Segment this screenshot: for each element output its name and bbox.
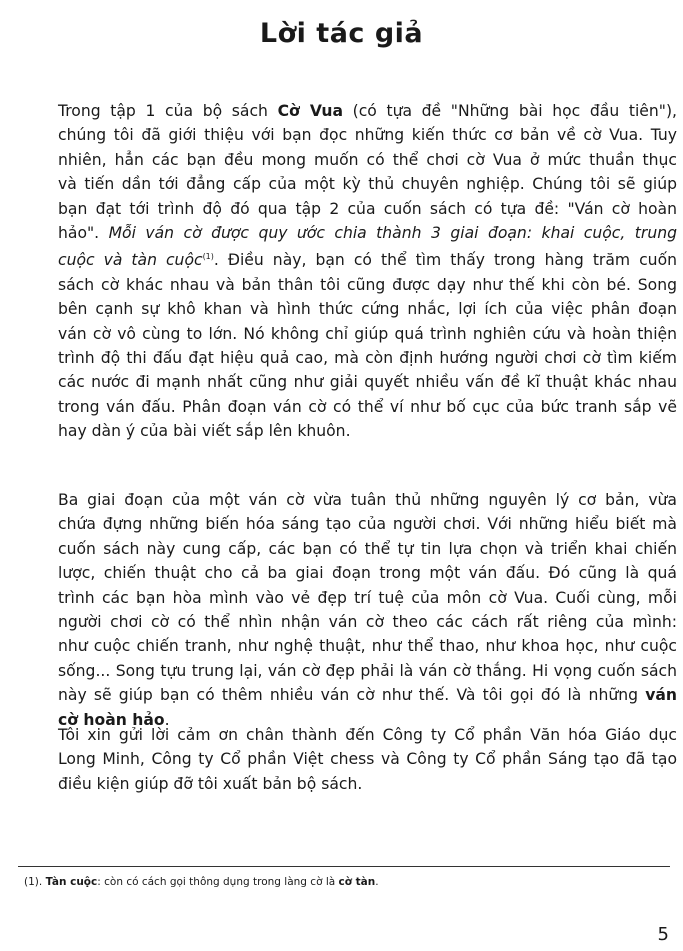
text-line: cuốn sách này cung cấp, các bạn có thể tự tin lựa chọn và triển khai chiến [58, 539, 677, 558]
text-line: ván cờ vô cùng to lớn. Nó không chỉ giúp quá trình nghiên cứu và hoàn thiện [58, 324, 677, 343]
paragraph-3 [58, 723, 677, 796]
text-line: bạn đạt tới trình độ đó qua tập 2 của cuốn sách có tựa đề: "Ván cờ hoàn [58, 199, 677, 218]
paragraph-1 [58, 99, 677, 444]
text-line: Long Minh, Công ty Cổ phần Việt chess và Công ty Cổ phần Sáng tạo đã tạo [58, 750, 677, 769]
footnote-divider [18, 866, 670, 867]
text-line: Trong tập 1 của bộ sách Cờ Vua (có tựa đề "Những bài học đầu tiên"), [58, 102, 677, 120]
text-line: các nước đi mạnh nhất cũng như giải quyết nhiều vấn đề kĩ thuật khác nhau [58, 373, 677, 392]
text-line: sống... Song tựu trung lại, ván cờ đẹp phải là ván cờ thắng. Hi vọng cuốn sách [58, 661, 677, 680]
text-line: hay dàn ý của bài viết sắp lên khuôn. [58, 422, 351, 441]
text-line: trình các bạn hòa mình vào vẻ đẹp trí tuệ của môn cờ Vua. Cuối cùng, mỗi [58, 588, 677, 607]
text-line: trong ván đấu. Phân đoạn ván cờ có thể ví như bố cục của bức tranh sắp vẽ [58, 397, 677, 416]
footnote-ref: (1) [202, 252, 214, 262]
text-line: người chơi cờ có thể nhìn nhận ván cờ theo các cách rất riêng của mình: [58, 613, 677, 632]
text-line: lược, chiến thuật cho cả ba giai đoạn trong một ván đấu. Đó cũng là quá [58, 564, 677, 583]
text-line: Ba giai đoạn của một ván cờ vừa tuân thủ những nguyên lý cơ bản, vừa [58, 491, 677, 509]
text-line: trình độ thi đấu đạt hiệu quả cao, mà còn định hướng người chơi cờ tìm kiếm [58, 349, 677, 368]
text-line: và tiến dần tới đẳng cấp của một kỳ thủ chuyên nghiệp. Chúng tôi sẽ giúp [58, 175, 677, 194]
page-title: Lời tác giả [259, 18, 424, 49]
text-line: chúng tôi đã giới thiệu với bạn đọc những kiến thức cơ bản về cờ Vua. Tuy [58, 126, 677, 145]
text-line: Tôi xin gửi lời cảm ơn chân thành đến Công ty Cổ phần Văn hóa Giáo dục [58, 726, 677, 744]
text-line: cuộc và tàn cuộc$^{(1)}$. Điều này, bạn có thể tìm thấy trong hàng trăm cuốn [58, 251, 677, 270]
footnote: (1). Tàn cuộc: còn có cách gọi thông dụng trong làng cờ là cờ tàn. [24, 876, 379, 888]
text-line: như cuộc chiến tranh, như nghệ thuật, như thể thao, như khoa học, như cuộc [58, 637, 677, 656]
text-line: sách cờ khác nhau và bản thân tôi cũng được dạy như thế khi còn bé. Song [58, 275, 677, 294]
text-line: cờ hoàn hảo. [58, 710, 170, 729]
text-line: nhiên, hẳn các bạn đều mong muốn có thể chơi cờ Vua ở mức thuần thục [58, 150, 677, 169]
text-line: hảo". Mỗi ván cờ được quy ước chia thành 3 giai đoạn: khai cuộc, trung [58, 224, 677, 243]
text-line: chứa đựng những biến hóa sáng tạo của người chơi. Với những hiểu biết mà [58, 515, 677, 534]
paragraph-2 [58, 488, 677, 732]
page-number: 5 [657, 924, 669, 945]
text-line: điều kiện giúp đỡ tôi xuất bản bộ sách. [58, 774, 363, 793]
text-line: này sẽ giúp bạn có thêm nhiều ván cờ như thế. Và tôi gọi đó là những ván [58, 686, 677, 705]
text-line: bên cạnh sự khô khan và hình thức cứng nhắc, lợi ích của việc phân đoạn [58, 300, 677, 319]
